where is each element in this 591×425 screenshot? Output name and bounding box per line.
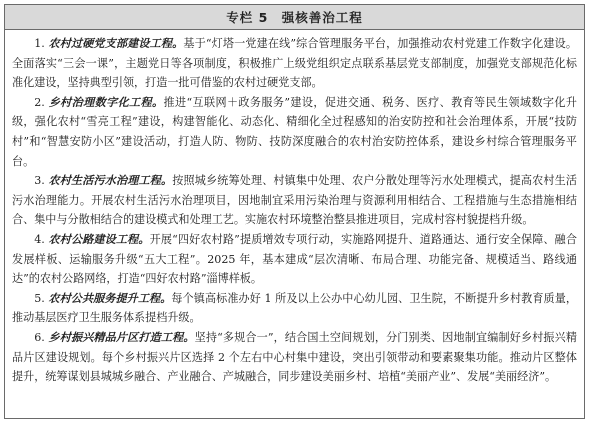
item-heading: 农村过硬党支部建设工程。 [48,37,184,50]
item-heading: 农村公路建设工程。 [48,232,150,246]
item-heading: 乡村治理数字化工程。 [48,95,164,109]
item-body: 基于“灯塔一党建在线”综合管理服务平台，加强推动农村党建工作数字化建设。全面落实“三会一课”，主题党日等各项制度，积极推广上级党组织定点联系基层党支部制度，加强党支部规范化标准化建设，坚持典型引领，打造一批可借鉴的农村过硬党支部。 [12,37,577,90]
item-heading: 乡村振兴精品片区打造工程。 [48,330,195,344]
item-body: 开展“四好农村路”提质增效专项行动，实施路网提升、道路通达、通行安全保障、融合发展样板、运输服务升级“五大工程”。2025 年，基本建成“层次清晰、布局合理、功能完备、规模适当、路线通达”的农村公路网络，打造“四好农村路”淄博样板。 [12,232,577,286]
item-4 [12,230,577,289]
item-5 [12,289,577,328]
item-body: 每个镇高标准办好 1 所及以上公办中心幼儿园、卫生院，不断提升乡村教育质量，推动基层医疗卫生服务体系提档升级。 [12,291,577,325]
item-number: 4. [34,232,45,246]
item-2 [12,93,577,171]
item-number: 5. [34,291,45,305]
item-number: 6. [34,330,45,344]
item-body: 按照城乡统筹处理、村镇集中处理、农户分散处理等污水处理模式，提高农村生活污水治理能力。开展农村生活污水治理项目，因地制宜采用污染治理与资源利用相结合、工程措施与生态措施相结合、集中与分散相结合的建设模式和处理工艺。实施农村环境整治整县推进项目，完成村容村貌提档升级。 [12,174,577,227]
column-title: 专栏 5 强核善治工程 [226,10,363,25]
item-body: 推进“互联网＋政务服务”建设，促进交通、税务、医疗、教育等民生领域数字化升级，强化农村“雪亮工程”建设，构建智能化、动态化、精细化全过程感知的治安防控和社会治理体系，开展“技防村”和“智慧安防小区”建设活动，打造人防、物防、技防深度融合的农村治安防控体系，建设乡村综合管理服务平台。 [12,95,577,168]
item-number: 3. [34,174,45,188]
feature-column-box [4,4,585,419]
item-heading: 农村生活污水治理工程。 [48,174,173,188]
column-content [5,30,584,387]
item-1 [12,34,577,93]
item-heading: 农村公共服务提升工程。 [48,291,172,305]
column-title-bar [5,5,584,30]
item-6 [12,328,577,387]
item-number: 1. [34,37,45,50]
item-body: 坚持“多规合一”，结合国土空间规划，分门别类、因地制宜编制好乡村振兴精品片区建设规划。每个乡村振兴片区选择 2 个左右中心村集中建设，突出引领带动和要素聚集功能。推动片区整体提升，统筹谋划县城城乡融合、产业融合、产城融合，同步建设美丽乡村、培植“美丽产业”、发展“美丽经济”。 [12,330,577,384]
item-3 [12,171,577,230]
item-number: 2. [34,95,45,109]
